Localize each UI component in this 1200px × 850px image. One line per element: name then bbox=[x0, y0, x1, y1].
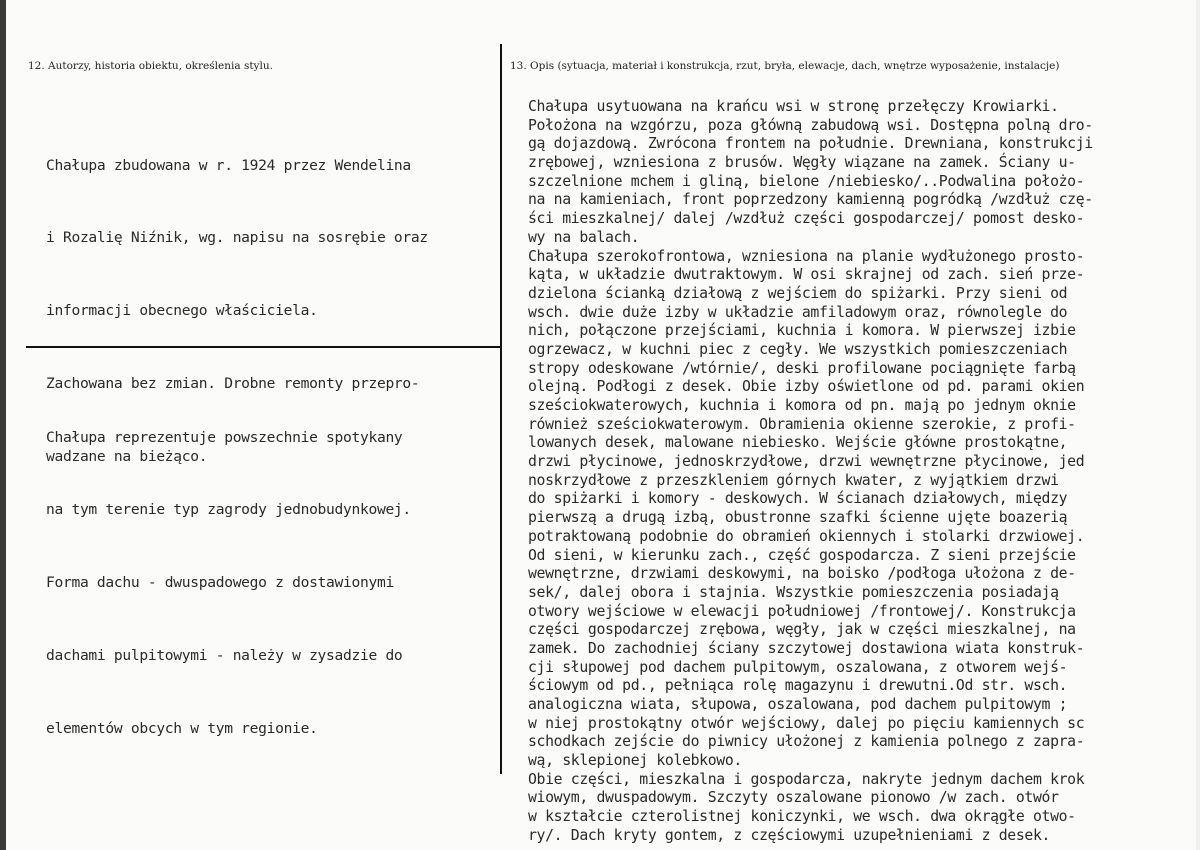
text-line: dzielona ścianką działową z wejściem do spiżarki. Przy sieni od bbox=[528, 284, 1068, 302]
text-line: Chałupa zbudowana w r. 1924 przez Wendelina bbox=[46, 156, 411, 174]
text-line: części gospodarczej zrębowa, węgły, jak w części mieszkalnej, na bbox=[528, 621, 1076, 639]
text-line: sześciokwaterowych, kuchnia i komora od pn. mają po jednym oknie bbox=[528, 397, 1076, 414]
text-line: Chałupa szerokofrontowa, wzniesiona na planie wydłużonego prosto- bbox=[528, 247, 1085, 265]
text-line: elementów obcych w tym regionie. bbox=[46, 720, 318, 738]
text-line: wy na balach. bbox=[528, 228, 640, 246]
text-line: kąta, w układzie dwutraktowym. W osi skrajnej od zach. sień prze- bbox=[528, 266, 1085, 284]
text-line: otwory wejściowe w elewacji południowej /frontowej/. Konstrukcja bbox=[528, 602, 1076, 620]
text-line: cji słupowej pod dachem pulpitowym, oszalowana, z otworem wejś- bbox=[528, 658, 1068, 676]
building-description-text bbox=[528, 98, 1093, 846]
text-line: drzwi płycinowe, jednoskrzydłowe, drzwi wewnętrzne płycinowe, jed bbox=[528, 453, 1085, 471]
text-line: wadzane na bieżąco. bbox=[46, 448, 208, 466]
text-line: wsch. dwie duże izby w układzie amfiladowym oraz, równolegle do bbox=[528, 303, 1068, 321]
text-line: Forma dachu - dwuspadowego z dostawionymi bbox=[46, 574, 394, 592]
text-line: stropy odeskowane /wtórnie/, deski profilowane pociągnięte farbą bbox=[528, 359, 1076, 377]
text-line: Zachowana bez zmian. Drobne remonty przepro- bbox=[46, 375, 420, 393]
text-line: noskrzydłowe z przeszkleniem górnych kwater, z wyjątkiem drzwi bbox=[528, 471, 1059, 489]
text-line: Obie części, mieszkalna i gospodarcza, nakryte jednym dachem krok bbox=[528, 770, 1085, 788]
text-line: i Rozalię Niźnik, wg. napisu na sosrębie oraz bbox=[46, 229, 428, 247]
text-line: ogrzewacz, w kuchni piec z cegły. We wszystkich pomieszczeniach bbox=[528, 340, 1068, 358]
text-line: zrębowej, wzniesiona z brusów. Węgły wiązane na zamek. Ściany u- bbox=[528, 154, 1076, 172]
text-line: Od sieni, w kierunku zach., część gospodarcza. Z sieni przejście bbox=[528, 546, 1076, 564]
section-13-header: 13. Opis (sytuacja, materiał i konstrukcja, rzut, bryła, elewacje, dach, wnętrze wyposażenie, instalacje) bbox=[510, 60, 1060, 72]
section-12-header: 12. Autorzy, historia obiektu, określenia stylu. bbox=[28, 60, 273, 72]
column-divider bbox=[500, 44, 502, 774]
text-line: również sześciokwaterowym. Obramienia okienne szerokie, z profi- bbox=[528, 415, 1076, 433]
text-line: na na kamieniach, front poprzedzony kamienną pogródką /wzdłuż czę- bbox=[528, 191, 1093, 209]
scan-margin bbox=[1196, 0, 1200, 850]
style-assessment-text bbox=[46, 377, 411, 790]
text-line: w kształcie czterolistnej koniczynki, we wsch. dwa okrągłe otwo- bbox=[528, 808, 1076, 826]
text-line: szczelnione mchem i gliną, bielone /niebiesko/..Podwalina położo- bbox=[528, 172, 1085, 190]
text-line: na tym terenie typ zagrody jednobudynkowej. bbox=[46, 501, 411, 519]
document-sheet bbox=[6, 0, 1200, 850]
text-line: olejną. Podłogi z desek. Obie izby oświetlone od pd. parami okien bbox=[528, 378, 1085, 396]
text-line: lowanych desek, malowane niebiesko. Wejście główne prostokątne, bbox=[528, 434, 1068, 452]
text-line: wiowym, dwuspadowym. Szczyty oszalowane pionowo /w zach. otwór bbox=[528, 789, 1059, 807]
text-line: do spiżarki i komory - deskowych. W ścianach działowych, między bbox=[528, 490, 1068, 508]
text-line: schodkach zejście do piwnicy ułożonej z kamienia polnego z zapra- bbox=[528, 733, 1085, 751]
scan-edge bbox=[0, 0, 6, 850]
text-line: potraktowaną podobnie do obramień okiennych i stolarki drzwiowej. bbox=[528, 527, 1085, 545]
text-line: nich, połączone przejściami, kuchnia i komora. W pierwszej izbie bbox=[528, 322, 1076, 340]
text-line: gą dojazdową. Zwrócona frontem na południe. Drewniana, konstrukcji bbox=[528, 135, 1093, 153]
text-line: w niej prostokątny otwór wejściowy, dalej po pięciu kamiennych sc bbox=[528, 714, 1085, 732]
text-line: ści mieszkalnej/ dalej /wzdłuż części gospodarczej/ pomost desko- bbox=[528, 210, 1085, 228]
text-line: ściowym od pd., pełniąca rolę magazynu i drewutni.Od str. wsch. bbox=[528, 677, 1068, 695]
text-line: zamek. Do zachodniej ściany szczytowej dostawiona wiata konstruk- bbox=[528, 639, 1085, 657]
text-line: analogiczna wiata, słupowa, oszalowana, pod dachem pulpitowym ; bbox=[528, 696, 1068, 713]
text-line: pierwszą a drugą izbą, obustronne szafki ścienne ujęte boazerią bbox=[528, 509, 1068, 527]
text-line: informacji obecnego właściciela. bbox=[46, 302, 318, 320]
text-line: Chałupa usytuowana na krańcu wsi w stronę przełęczy Krowiarki. bbox=[528, 98, 1059, 115]
text-line: wą, sklepionej kolebkowo. bbox=[528, 752, 742, 770]
text-line: sek/, dalej obora i stajnia. Wszystkie pomieszczenia posiadają bbox=[528, 583, 1059, 601]
text-line: Chałupa reprezentuje powszechnie spotykany bbox=[46, 428, 403, 446]
text-line: wewnętrzne, drzwiami deskowymi, na boisko /podłoga ułożona z de- bbox=[528, 565, 1076, 583]
text-line: ry/. Dach kryty gontem, z częściowymi uzupełnieniami z desek. bbox=[528, 826, 1051, 844]
text-line: dachami pulpitowymi - należy w zysadzie do bbox=[46, 647, 403, 665]
text-line: Położona na wzgórzu, poza główną zabudową wsi. Dostępna polną dro- bbox=[528, 116, 1093, 134]
